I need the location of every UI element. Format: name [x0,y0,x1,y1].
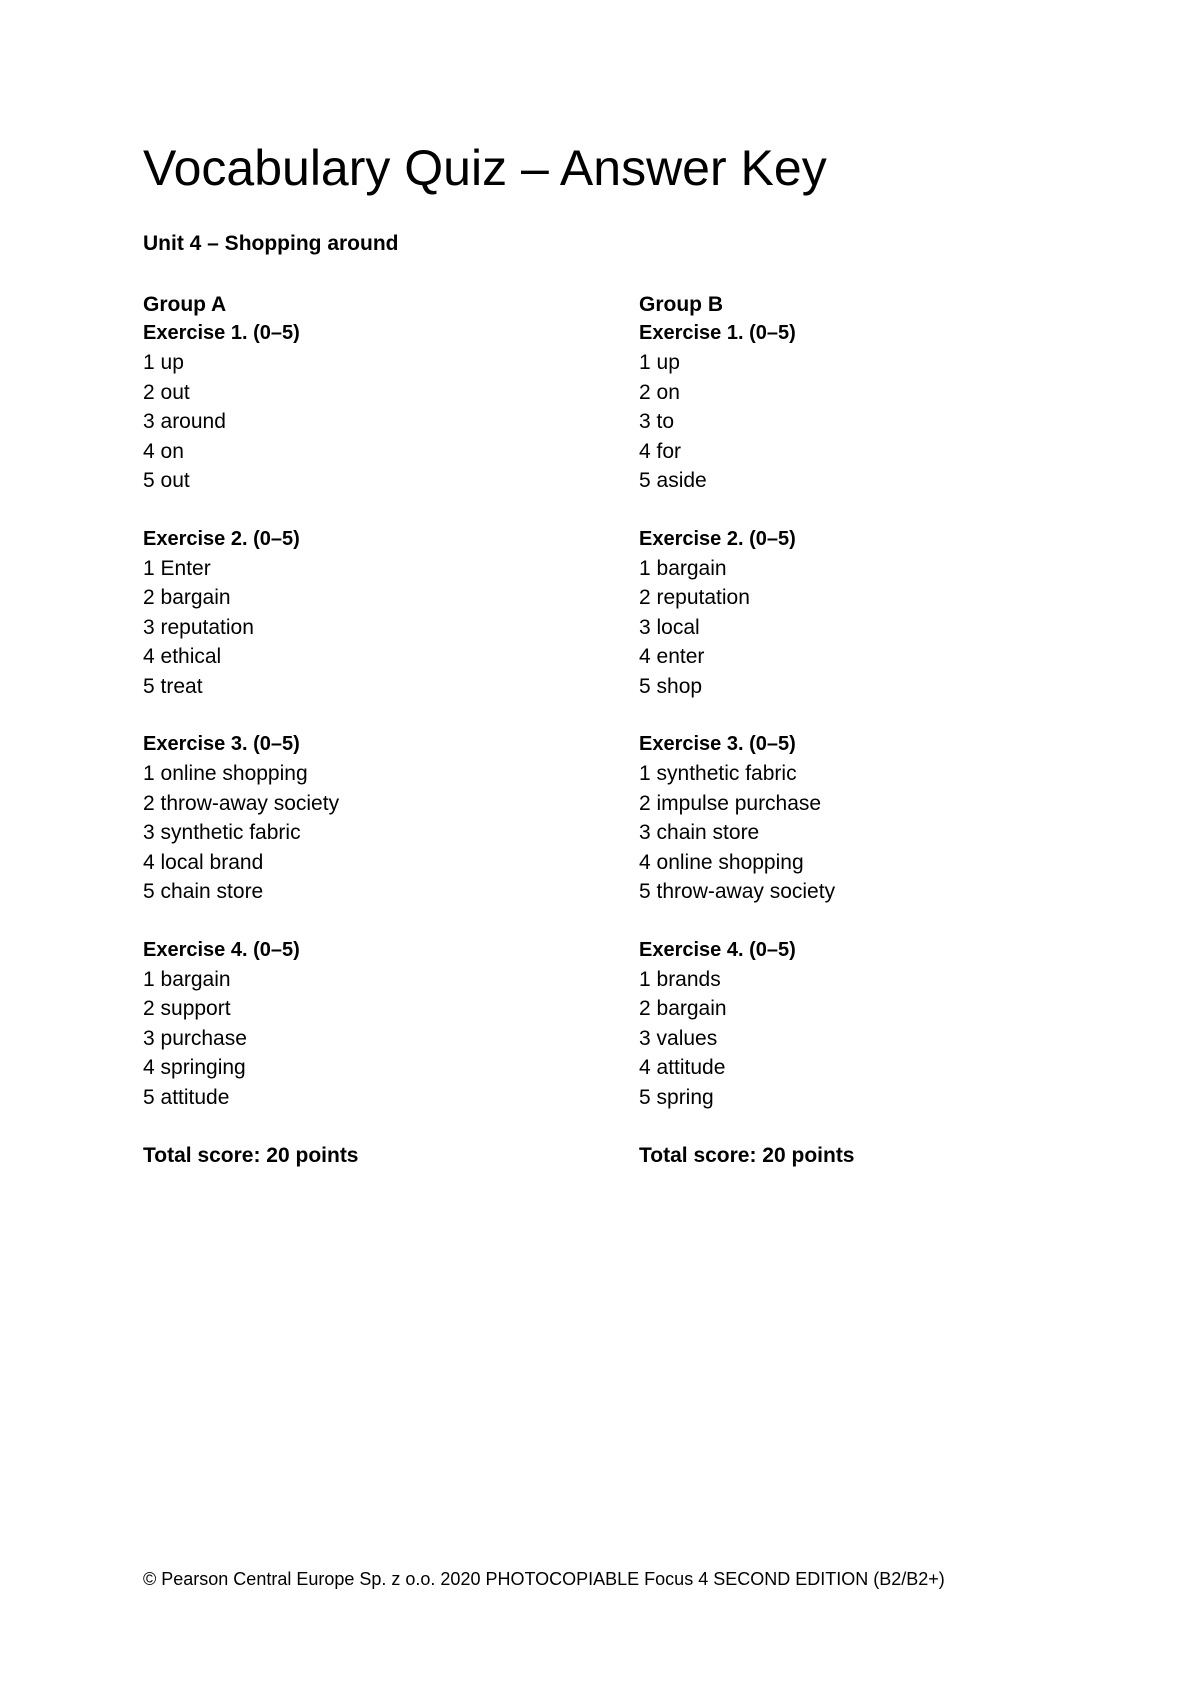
answer-list [143,554,613,702]
answer-item: 1 brands [639,967,721,991]
answer-list [639,348,1109,496]
answer-item: 1 Enter [143,556,211,580]
answer-item: 2 support [143,997,231,1020]
exercise-title: Exercise 4. (0–5) [639,938,796,961]
answer-item: 4 springing [143,1056,246,1079]
answer-list [639,759,1109,907]
answer-item: 1 bargain [639,556,727,580]
total-score: Total score: 20 points [143,1144,359,1167]
exercise-title: Exercise 2. (0–5) [639,527,796,550]
exercise-title: Exercise 1. (0–5) [639,322,796,344]
answer-list [639,965,1109,1113]
answer-list [143,348,613,496]
exercise-title: Exercise 1. (0–5) [143,322,300,344]
exercise-block [639,525,1109,702]
answer-item: 3 around [143,410,226,433]
answer-item: 1 synthetic fabric [639,762,797,785]
answer-item: 2 bargain [143,586,231,609]
answer-item: 1 up [143,351,184,374]
answer-item: 2 throw-away society [143,791,340,815]
exercise-block [639,319,1109,496]
answer-item: 5 aside [639,469,707,492]
answer-item: 4 ethical [143,645,222,668]
answer-item: 5 attitude [143,1085,230,1109]
exercise-title: Exercise 3. (0–5) [143,733,300,755]
answer-item: 3 purchase [143,1026,247,1050]
answer-item: 4 local brand [143,850,264,874]
exercise-block [639,730,1109,907]
total-score: Total score: 20 points [639,1144,855,1167]
answer-item: 2 reputation [639,586,750,609]
group-b-column [639,290,1109,1170]
answer-item: 4 online shopping [639,850,804,874]
exercise-block [143,319,613,496]
answer-item: 5 chain store [143,880,264,903]
answer-item: 2 on [639,380,680,404]
answer-item: 5 throw-away society [639,880,836,903]
answer-item: 3 reputation [143,615,254,639]
exercise-title: Exercise 2. (0–5) [143,527,300,550]
answer-item: 4 on [143,439,184,463]
answer-item: 2 bargain [639,997,727,1020]
answer-item: 4 for [639,439,682,463]
group-a-column [143,290,613,1170]
answer-item: 3 to [639,410,675,433]
group-label: Group B [639,293,723,316]
group-label: Group A [143,293,227,316]
answer-item: 3 values [639,1026,718,1050]
answer-list [639,554,1109,702]
answer-item: 4 enter [639,645,705,668]
exercise-title: Exercise 3. (0–5) [639,733,796,755]
exercise-block [143,525,613,702]
exercise-title: Exercise 4. (0–5) [143,938,300,961]
answer-item: 2 impulse purchase [639,791,822,815]
answer-item: 5 out [143,469,190,492]
answer-item: 5 shop [639,674,703,698]
exercise-block [143,936,613,1113]
answer-item: 1 bargain [143,967,231,991]
answer-item: 3 synthetic fabric [143,821,301,844]
unit-subtitle: Unit 4 – Shopping around [143,232,399,255]
exercise-block [639,936,1109,1113]
copyright-footer: © Pearson Central Europe Sp. z o.o. 2020 PHOTOCOPIABLE Focus 4 SECOND EDITION (B2/B2+) [143,1569,945,1589]
answer-item: 5 treat [143,674,203,698]
answer-item: 3 local [639,615,700,639]
page-title: Vocabulary Quiz – Answer Key [143,140,827,196]
answer-item: 1 up [639,351,680,374]
answer-item: 4 attitude [639,1056,726,1079]
answer-item: 1 online shopping [143,762,308,785]
answer-list [143,965,613,1113]
answer-item: 2 out [143,380,190,404]
answer-item: 3 chain store [639,821,760,844]
exercise-block [143,730,613,907]
answer-list [143,759,613,907]
answer-item: 5 spring [639,1085,714,1109]
